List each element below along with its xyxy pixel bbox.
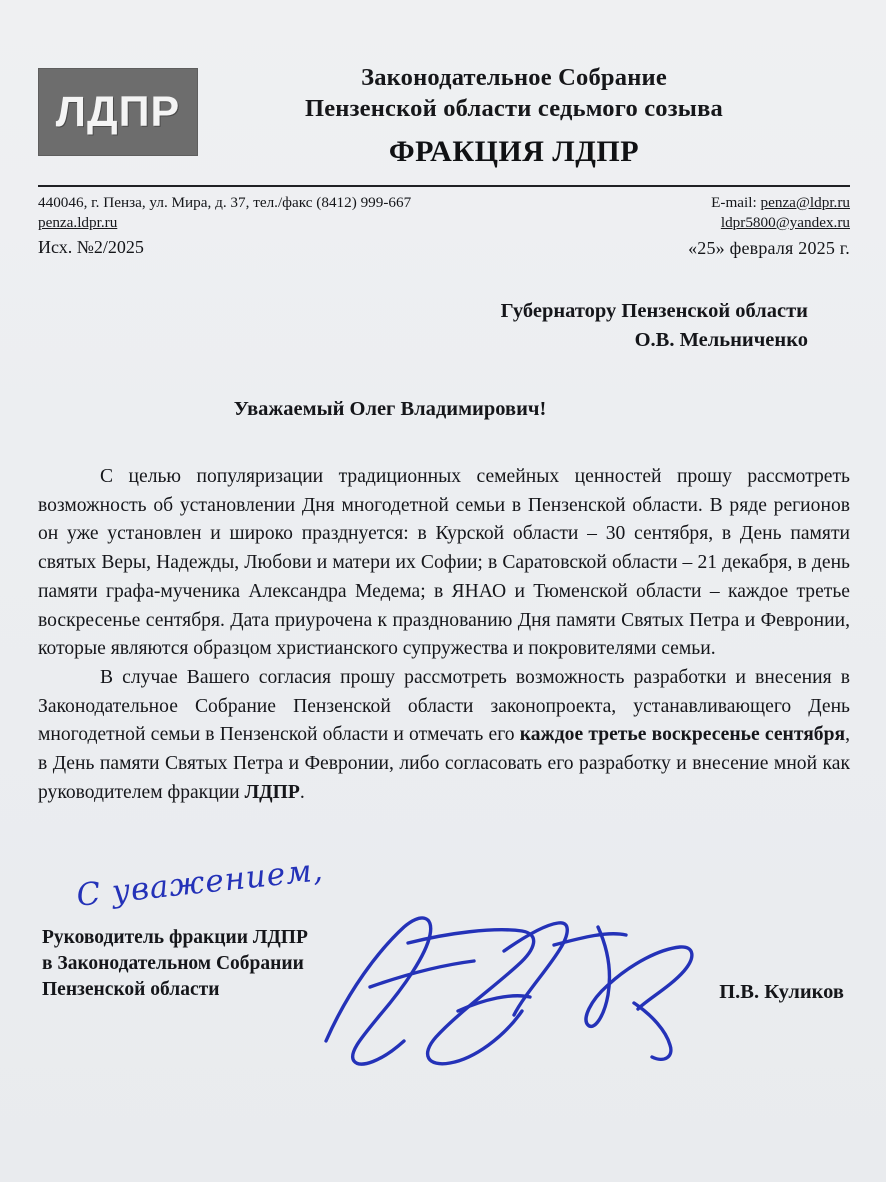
contact-left xyxy=(38,193,509,260)
paragraph-2-end: . xyxy=(299,781,305,803)
letterhead xyxy=(38,62,850,169)
signatory-title-line-2: в Законодательном Собрании xyxy=(42,953,304,975)
org-line-3: ФРАКЦИЯ ЛДПР xyxy=(388,134,640,168)
paragraph-2-mid: , в День памяти Святых Петра и Февронии, либо согласовать его разработку и внесение мной как руководителем фракции xyxy=(38,724,850,803)
ldpr-logo-text: ЛДПР xyxy=(55,87,181,136)
document-content xyxy=(38,62,850,1073)
website-link[interactable]: penza.ldpr.ru xyxy=(38,213,118,231)
outgoing-number: Исх. №2/2025 xyxy=(38,236,144,257)
signatory-title-line-3: Пензенской области xyxy=(42,978,220,1000)
signatory-title-line-1: Руководитель фракции ЛДПР xyxy=(42,927,308,949)
email-label: E-mail: xyxy=(711,193,757,211)
addressee-line-1: Губернатору Пензенской области xyxy=(500,299,808,322)
contact-right xyxy=(525,193,850,261)
letter-body xyxy=(38,463,850,807)
signature-area xyxy=(38,852,850,1073)
salutation: Уважаемый Олег Владимирович! xyxy=(233,398,547,421)
letterhead-titles xyxy=(198,62,850,169)
signatory-name: П.В. Куликов xyxy=(719,981,844,1004)
paragraph-2 xyxy=(38,664,850,808)
paragraph-2-head: В случае Вашего согласия прошу рассмотреть возможность разработки и внесения в Законодательное Собрание Пензенской области законопроекта, устанавливающего День многодетной семьи в Пензенской области и отмечать его xyxy=(38,666,850,746)
paragraph-1: С целью популяризации традиционных семейных ценностей прошу рассмотреть возможность об установлении Дня многодетной семьи в Пензенской области. В ряде регионов он уже установлен и широко празднуется: в Курской области – 30 сентября, в День памяти святых Веры, Надежды, Любови и матери их Софии; в Саратовской области – 21 декабря, в день памяти графа-мученика Александра Медема; в ЯНАО и Тюменской области – каждое третье воскресенье сентября. Дата приурочена к празднованию Дня памяти Святых Петра и Февронии, которые являются образцом христианского супружества и покровителями семьи. xyxy=(38,466,850,660)
org-line-2: Пензенской области седьмого созыва xyxy=(304,95,724,123)
email-primary[interactable]: penza@ldpr.ru xyxy=(760,193,850,211)
document-date: «25» февраля 2025 г. xyxy=(688,237,850,258)
addressee-line-2: О.В. Мельниченко xyxy=(634,329,808,352)
header-divider xyxy=(38,185,850,187)
paragraph-2-bold-1: каждое третье воскресенье сентября xyxy=(519,724,846,746)
postal-address: 440046, г. Пенза, ул. Мира, д. 37, тел./факс (8412) 999-667 xyxy=(38,193,412,211)
contact-block xyxy=(38,193,850,261)
handwritten-signature-icon xyxy=(308,891,728,1076)
email-row xyxy=(525,193,850,213)
signatory-title xyxy=(42,925,308,1002)
email-secondary[interactable]: ldpr5800@yandex.ru xyxy=(720,213,850,231)
addressee-block xyxy=(38,297,850,356)
signature-greeting: С уважением, xyxy=(74,852,326,915)
org-line-1: Законодательное Собрание xyxy=(361,64,667,91)
paragraph-2-bold-2: ЛДПР xyxy=(244,781,300,803)
ldpr-logo xyxy=(38,68,198,156)
